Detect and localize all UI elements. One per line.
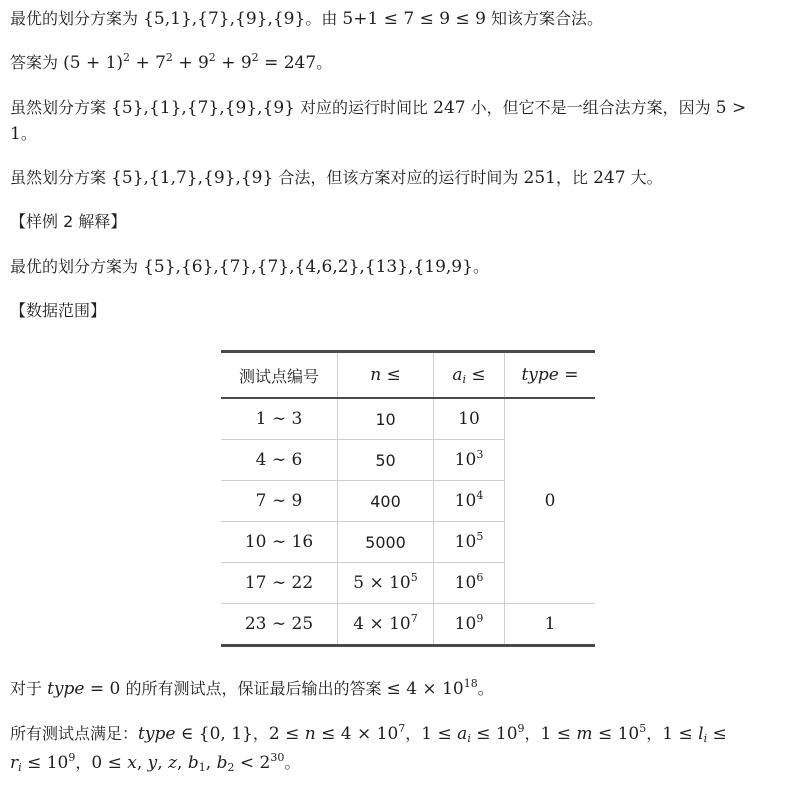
table-row: 1 ∼ 3 10 10 0 xyxy=(221,398,595,440)
header-type: type = xyxy=(505,352,596,399)
table-row: 4 ∼ 6 50 $10^3$ xyxy=(221,440,595,481)
invalid-partition-line: 虽然划分方案 {5},{1},{7},{9},{9} 对应的运行时间比 247 小，但它不是一组合法方案，因为 5 > xyxy=(10,98,747,118)
answer-line: 答案为 $(5 + 1)^2 + 7^2 + 9^2 + 9^2 = 247$。 xyxy=(10,51,333,73)
table-row: 23 ∼ 25 $4 \times 10^7$ $10^9$ 1 xyxy=(221,604,595,646)
sample2-optimal-line: 最优的划分方案为 {5},{6},{7},{7},{4,6,2},{13},{19,9}。 xyxy=(10,257,489,277)
table-row: 10 ∼ 16 5000 $10^5$ xyxy=(221,522,595,563)
sample2-title: 【样例 2 解释】 xyxy=(10,212,127,231)
table-row: 17 ∼ 22 $5 \times 10^5$ $10^6$ xyxy=(221,563,595,604)
valid-partition-line: 虽然划分方案 {5},{1,7},{9},{9} 合法，但该方案对应的运行时间为 251，比 247 大。 xyxy=(10,168,663,188)
type-one-cell: 1 xyxy=(505,604,596,646)
sample1-optimal-line: 最优的划分方案为 {5,1},{7},{9},{9}。由 5+1 ≤ 7 ≤ 9 ≤ 9 知该方案合法。 xyxy=(10,9,603,29)
inequality-math: 5+1 ≤ 7 ≤ 9 ≤ 9 xyxy=(342,9,486,29)
type0-guarantee-line: 对于 type = 0 的所有测试点，保证最后输出的答案 ≤ $4 \times 10^{18}$。 xyxy=(10,677,494,699)
header-n: n ≤ xyxy=(338,352,434,399)
partition-math: {5,1},{7},{9},{9} xyxy=(143,9,306,29)
header-test-id: 测试点编号 xyxy=(221,352,338,399)
constraints-line: 所有测试点满足：type ∈ {0, 1}，$2 \le n \le 4 \times 10^7$，$1 \le a_i \le 10^9$，$1 \le m \le 10^5$，$1 \le l_i$ ≤ xyxy=(10,722,727,745)
constraints-line-cont: $r_i \le 10^9$，0 ≤ x, y, z, $b_1$, $b_2 < 2^{30}$。 xyxy=(10,751,301,774)
data-range-title: 【数据范围】 xyxy=(10,301,107,320)
answer-formula: $(5 + 1)^2 + 7^2 + 9^2 + 9^2 = 247$ xyxy=(63,51,317,73)
invalid-partition-line-cont: 1。 xyxy=(10,124,37,144)
table-row: 7 ∼ 9 400 $10^4$ xyxy=(221,481,595,522)
type-zero-cell: 0 xyxy=(505,398,596,604)
data-range-table xyxy=(221,350,595,647)
header-a: $a_i$ ≤ xyxy=(434,352,505,399)
